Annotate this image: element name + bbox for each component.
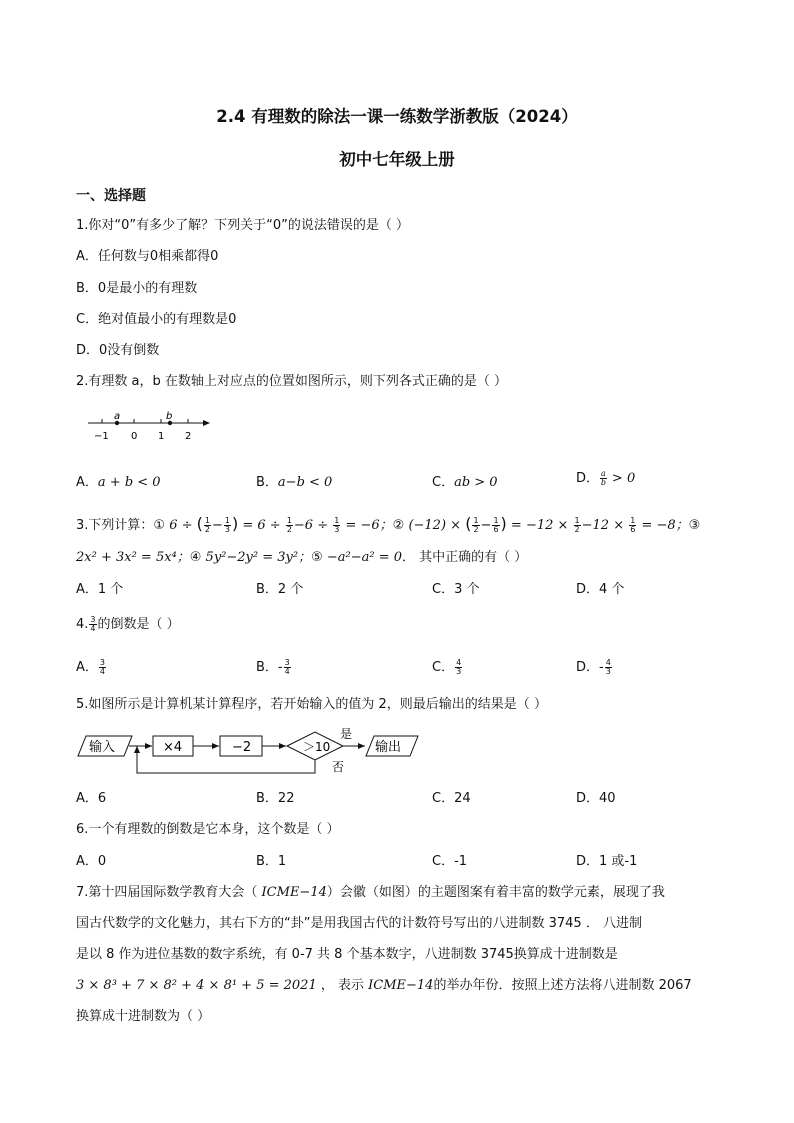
q7-icme: ICME−14 — [261, 885, 327, 900]
flow-decision-label: ＞10 — [303, 740, 331, 754]
frac-sixth: $\frac{1}{6}$ — [630, 516, 636, 534]
q6-option-c: C．-1 — [432, 854, 468, 869]
q7-line1-a: 7.第十四届国际数学教育大会（ — [76, 885, 262, 900]
q5-option-c: C．24 — [432, 791, 471, 806]
q4-option-b: B．- $\frac{3}{4}$ — [256, 658, 290, 676]
q3-circle-2: ② — [392, 518, 405, 533]
q1-option-b: B．0是最小的有理数 — [76, 281, 198, 296]
q1-option-c: C．绝对值最小的有理数是0 — [76, 312, 237, 327]
q2-option-d-label: D． — [576, 471, 600, 486]
q4-stem — [76, 615, 180, 635]
q3-option-d: D．4 个 — [576, 582, 625, 597]
frac-half: $\frac{1}{2}$ — [286, 516, 292, 534]
q3-circle-1: ① — [153, 518, 166, 533]
flow-input-label: 输入 — [89, 740, 116, 755]
q7-formula: 3 × 8³ + 7 × 8² + 4 × 8¹ + 5 = 2021 — [76, 978, 317, 993]
q7-line4-mid: ， 表示 — [316, 978, 369, 993]
q3-circle-4: ④ — [189, 550, 202, 565]
frac-half: $\frac{1}{2}$ — [204, 516, 210, 534]
flow-output-label: 输出 — [375, 740, 402, 755]
flow-multiply-label: ×4 — [163, 740, 183, 755]
q2-option-d-frac: $\frac{a}{b}$ — [600, 469, 606, 487]
q3-expr2-a: (−12) × — [404, 518, 466, 533]
q6-stem: 6.一个有理数的倒数是它本身，这个数是（ ） — [76, 822, 340, 837]
q2-option-b — [256, 476, 332, 489]
q2-option-d-rest: > 0 — [607, 471, 636, 486]
q2-option-d — [576, 470, 635, 487]
tick-label-1: 1 — [158, 431, 165, 442]
q3-expr1-c: −6 ÷ — [293, 518, 333, 533]
q2-stem: 2.有理数 a，b 在数轴上对应点的位置如图所示，则下列各式正确的是（ ） — [76, 374, 508, 389]
q7-line4-end: 的举办年份．按照上述方法将八进制数 2067 — [433, 978, 692, 993]
q7-line3: 是以 8 作为进位基数的数字系统，有 0-7 共 8 个基本数字，八进制数 3745换算成十进制数是 — [76, 947, 618, 962]
number-line-figure — [86, 408, 216, 444]
q3-circle-3: ③ — [688, 518, 701, 533]
q5-option-d: D．40 — [576, 791, 616, 806]
q3-expr3: 2x² + 3x² = 5x⁴； — [76, 550, 190, 565]
q4-prefix: 4. — [76, 617, 89, 632]
q2-option-a-label: A． — [76, 475, 98, 490]
flow-yes-label: 是 — [340, 727, 353, 741]
q4-option-c: C． $\frac{4}{3}$ — [432, 658, 462, 676]
q2-option-c-expr: ab > 0 — [454, 475, 498, 490]
point-a-label: a — [114, 411, 121, 422]
q4-option-d: D．- $\frac{4}{3}$ — [576, 658, 611, 676]
q7-line4 — [76, 979, 692, 992]
flow-subtract-label: −2 — [232, 740, 252, 755]
q4-option-a: A． $\frac{3}{4}$ — [76, 658, 105, 676]
q7-icme-2: ICME−14 — [368, 978, 434, 993]
page-subtitle: 初中七年级上册 — [339, 150, 455, 169]
q3-option-b: B．2 个 — [256, 582, 304, 597]
q3-circle-5: ⑤ — [311, 550, 323, 565]
page-title: 2.4 有理数的除法一课一练数学浙教版（2024） — [216, 107, 578, 126]
q7-line5: 换算成十进制数为（ ） — [76, 1009, 211, 1024]
point-b-label: b — [166, 411, 173, 422]
tick-label-2: 2 — [185, 431, 192, 442]
q3-expr1-b: = 6 ÷ — [238, 518, 285, 533]
frac-half: $\frac{1}{2}$ — [473, 516, 479, 534]
q3-option-c: C．3 个 — [432, 582, 480, 597]
q3-expr2-d: = −8； — [637, 518, 689, 533]
q2-option-c-label: C． — [432, 475, 455, 490]
q3-line2 — [76, 551, 527, 564]
q3-expr5: −a²−a² = 0 — [322, 550, 403, 565]
q7-line1-b: ）会徽（如图）的主题图案有着丰富的数学元素，展现了我 — [326, 885, 665, 900]
q6-option-a: A．0 — [76, 854, 107, 869]
q3-expr1-d: = −6； — [341, 518, 393, 533]
frac-third: $\frac{1}{3}$ — [224, 516, 230, 534]
tick-label-neg1: −1 — [94, 431, 109, 442]
frac-sixth: $\frac{1}{6}$ — [493, 516, 499, 534]
tick-label-0: 0 — [131, 431, 138, 442]
q7-line2: 国古代数学的文化魅力，其右下方的“卦”是用我国古代的计数符号写出的八进制数 3745 ． 八进制 — [76, 916, 642, 931]
q2-option-b-expr: a−b < 0 — [277, 475, 333, 490]
q2-option-b-label: B． — [256, 475, 278, 490]
flow-no-label: 否 — [332, 760, 345, 774]
q2-option-a — [76, 476, 161, 489]
q2-option-c — [432, 476, 498, 489]
q5-option-a: A．6 — [76, 791, 107, 806]
q5-stem: 5.如图所示是计算机某计算程序，若开始输入的值为 2，则最后输出的结果是（ ） — [76, 697, 547, 712]
q3-option-a: A．1 个 — [76, 582, 124, 597]
q1-option-d: D．0没有倒数 — [76, 343, 160, 358]
q3-expr2-c: −12 × — [581, 518, 629, 533]
q3-suffix: ． 其中正确的有（ ） — [402, 550, 528, 565]
frac-half: $\frac{1}{2}$ — [574, 516, 580, 534]
q7-line1 — [76, 886, 665, 899]
q1-option-a: A．任何数与0相乘都得0 — [76, 249, 219, 264]
q4-suffix: 的倒数是（ ） — [97, 617, 180, 632]
q3-expr4: 5y²−2y² = 3y²； — [201, 550, 312, 565]
q3-expr2-b: = −12 × — [506, 518, 573, 533]
q1-stem: 1.你对“0”有多少了解？下列关于“0”的说法错误的是（ ） — [76, 218, 410, 233]
q6-option-b: B．1 — [256, 854, 287, 869]
q2-option-a-expr: a + b < 0 — [97, 475, 161, 490]
q3-prefix: 3.下列计算： — [76, 518, 154, 533]
q4-frac: $\frac{3}{4}$ — [90, 615, 96, 633]
frac-third: $\frac{1}{3}$ — [334, 516, 340, 534]
flowchart-figure — [74, 726, 424, 778]
q5-option-b: B．22 — [256, 791, 295, 806]
q3-line1: 3.下列计算：① 6 ÷ ( $\frac{1}{2}$ − $\frac{1}{3}$ ) = 6 ÷ $\frac{1}{2}$ −6 ÷ $\frac{1}{3}$ = −6；② (−12) × ( $\frac{1}{2}$ − $\frac{1}{6}$ ) = −12 × $\frac{1}{2}$ −12 × $\frac{1}{6}$ = −8；③ — [76, 514, 701, 534]
q6-option-d: D．1 或-1 — [576, 854, 638, 869]
section-heading: 一、选择题 — [76, 188, 146, 204]
q3-expr1-a: 6 ÷ — [165, 518, 197, 533]
